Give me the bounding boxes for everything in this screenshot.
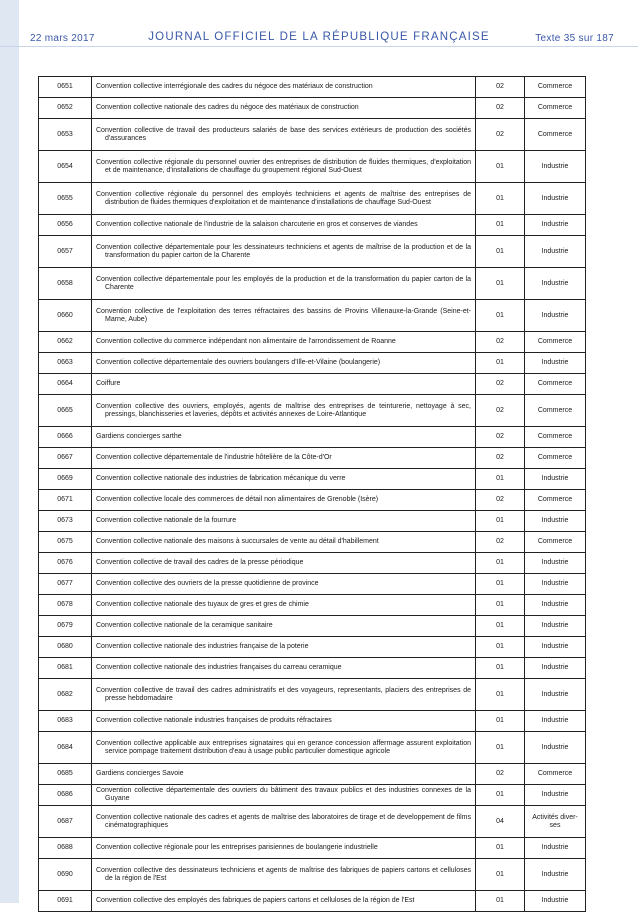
convention-title-cell	[92, 469, 476, 490]
publication-date: 22 mars 2017	[30, 33, 95, 44]
table-row	[39, 119, 586, 151]
idcc-code-cell: 0687	[39, 806, 92, 838]
sector-name-cell: Commerce	[525, 427, 586, 448]
sector-number-cell: 02	[476, 490, 525, 511]
table-row	[39, 395, 586, 427]
sector-number-cell: 02	[476, 374, 525, 395]
sector-name-cell: Activités diver-ses	[525, 806, 586, 838]
sector-number-cell: 01	[476, 553, 525, 574]
sector-number-cell: 01	[476, 859, 525, 891]
table-row	[39, 574, 586, 595]
page-header	[0, 0, 638, 47]
convention-title-cell	[92, 732, 476, 764]
convention-title-cell	[92, 637, 476, 658]
convention-title-text: Convention collective de travail des producteurs salariés de base des services extérieurs de production des sociétés d'assurances	[96, 126, 471, 142]
table-row	[39, 711, 586, 732]
table-row	[39, 332, 586, 353]
convention-title-text: Convention collective des ouvriers de la presse quotidienne de province	[96, 580, 319, 587]
sector-number-cell: 01	[476, 353, 525, 374]
sector-number-cell: 01	[476, 511, 525, 532]
sector-name-cell: Industrie	[525, 711, 586, 732]
sector-number-cell: 02	[476, 532, 525, 553]
sector-number-cell: 01	[476, 300, 525, 332]
idcc-code-cell: 0673	[39, 511, 92, 532]
sector-number-cell: 01	[476, 785, 525, 806]
table-row	[39, 679, 586, 711]
sector-name-cell: Industrie	[525, 553, 586, 574]
idcc-code-cell: 0657	[39, 236, 92, 268]
convention-title-cell	[92, 532, 476, 553]
convention-title-cell	[92, 448, 476, 469]
sector-number-cell: 01	[476, 595, 525, 616]
idcc-code-cell: 0653	[39, 119, 92, 151]
convention-title-cell	[92, 427, 476, 448]
table-row	[39, 785, 586, 806]
convention-title-cell	[92, 616, 476, 637]
convention-title-cell	[92, 151, 476, 183]
idcc-code-cell: 0682	[39, 679, 92, 711]
sector-name-cell: Industrie	[525, 595, 586, 616]
convention-title-text: Convention collective départementale pour les employés de la production et de la transformation du papier carton de la Charente	[96, 275, 471, 291]
idcc-code-cell: 0671	[39, 490, 92, 511]
table-row	[39, 98, 586, 119]
convention-title-text: Convention collective des ouvriers, employés, agents de maîtrise des entreprises de teinturerie, nettoyage à sec, pressings, blanchisseries et laveries, dépôts et activités annexes de Loire-Atlantique	[96, 402, 471, 418]
convention-title-cell	[92, 711, 476, 732]
sector-number-cell: 02	[476, 448, 525, 469]
table-row	[39, 427, 586, 448]
table-row	[39, 236, 586, 268]
sector-number-cell: 01	[476, 574, 525, 595]
sector-name-cell: Commerce	[525, 764, 586, 785]
table-row	[39, 151, 586, 183]
idcc-code-cell: 0677	[39, 574, 92, 595]
convention-title-cell	[92, 511, 476, 532]
sector-number-cell: 02	[476, 764, 525, 785]
table-row	[39, 183, 586, 215]
convention-title-text: Convention collective de travail des cadres administratifs et des voyageurs, representants, placiers des entreprises de presse hebdomadaire	[96, 686, 471, 702]
table-row	[39, 374, 586, 395]
sector-number-cell: 01	[476, 732, 525, 764]
convention-title-text: Coiffure	[96, 380, 121, 387]
sector-number-cell: 01	[476, 616, 525, 637]
table-row	[39, 469, 586, 490]
convention-title-cell	[92, 490, 476, 511]
sector-number-cell: 01	[476, 637, 525, 658]
table-row	[39, 859, 586, 891]
sector-number-cell: 02	[476, 98, 525, 119]
sector-name-cell: Commerce	[525, 448, 586, 469]
idcc-code-cell: 0660	[39, 300, 92, 332]
idcc-code-cell: 0669	[39, 469, 92, 490]
sector-number-cell: 01	[476, 711, 525, 732]
idcc-code-cell: 0676	[39, 553, 92, 574]
idcc-code-cell: 0678	[39, 595, 92, 616]
idcc-code-cell: 0652	[39, 98, 92, 119]
convention-title-text: Convention collective nationale de la fourrure	[96, 517, 237, 524]
convention-title-text: Convention collective nationale des maisons à succursales de vente au détail d'habillement	[96, 538, 379, 545]
idcc-code-cell: 0666	[39, 427, 92, 448]
idcc-code-cell: 0664	[39, 374, 92, 395]
table-row	[39, 448, 586, 469]
idcc-code-cell: 0656	[39, 215, 92, 236]
idcc-code-cell: 0684	[39, 732, 92, 764]
sector-number-cell: 02	[476, 77, 525, 98]
idcc-code-cell: 0688	[39, 838, 92, 859]
sector-name-cell: Industrie	[525, 616, 586, 637]
convention-title-cell	[92, 764, 476, 785]
sector-name-cell: Industrie	[525, 859, 586, 891]
sector-name-cell: Industrie	[525, 732, 586, 764]
idcc-code-cell: 0686	[39, 785, 92, 806]
table-row	[39, 732, 586, 764]
table-row	[39, 490, 586, 511]
table-row	[39, 553, 586, 574]
idcc-code-cell: 0651	[39, 77, 92, 98]
sector-name-cell: Commerce	[525, 395, 586, 427]
idcc-code-cell: 0662	[39, 332, 92, 353]
text-counter: Texte 35 sur 187	[535, 33, 614, 44]
conventions-table	[38, 76, 586, 912]
table-row	[39, 300, 586, 332]
convention-title-text: Convention collective nationale de la ceramique sanitaire	[96, 622, 273, 629]
convention-title-text: Convention collective locale des commerces de détail non alimentaires de Grenoble (Isère)	[96, 496, 379, 503]
idcc-code-cell: 0654	[39, 151, 92, 183]
convention-title-cell	[92, 98, 476, 119]
table-row	[39, 806, 586, 838]
idcc-code-cell: 0691	[39, 891, 92, 912]
convention-title-text: Convention collective de travail des cadres de la presse périodique	[96, 559, 304, 566]
sector-name-cell: Industrie	[525, 268, 586, 300]
sector-number-cell: 01	[476, 469, 525, 490]
convention-title-text: Convention collective régionale pour les entreprises parisiennes de boulangerie industrielle	[96, 844, 378, 851]
table-row	[39, 77, 586, 98]
sector-name-cell: Industrie	[525, 300, 586, 332]
table-row	[39, 215, 586, 236]
table-row	[39, 595, 586, 616]
sector-number-cell: 02	[476, 427, 525, 448]
table-row	[39, 532, 586, 553]
convention-title-cell	[92, 574, 476, 595]
convention-title-cell	[92, 77, 476, 98]
convention-title-cell	[92, 236, 476, 268]
convention-title-cell	[92, 658, 476, 679]
convention-title-cell	[92, 891, 476, 912]
sector-number-cell: 01	[476, 658, 525, 679]
convention-title-text: Convention collective départementale des ouvriers du bâtiment des travaux publics et des industries connexes de la Guyane	[96, 787, 471, 802]
convention-title-cell	[92, 806, 476, 838]
idcc-code-cell: 0655	[39, 183, 92, 215]
sector-name-cell: Industrie	[525, 574, 586, 595]
sector-name-cell: Industrie	[525, 151, 586, 183]
idcc-code-cell: 0690	[39, 859, 92, 891]
table-row	[39, 764, 586, 785]
table-row	[39, 353, 586, 374]
sector-name-cell: Commerce	[525, 490, 586, 511]
convention-title-text: Convention collective départementale de l'industrie hôtelière de la Côte-d'Or	[96, 454, 332, 461]
sector-name-cell: Industrie	[525, 891, 586, 912]
table-row	[39, 658, 586, 679]
convention-title-cell	[92, 838, 476, 859]
table-row	[39, 268, 586, 300]
sector-number-cell: 02	[476, 119, 525, 151]
convention-title-cell	[92, 268, 476, 300]
convention-title-text: Convention collective nationale des industries de fabrication mécanique du verre	[96, 475, 346, 482]
sector-name-cell: Industrie	[525, 511, 586, 532]
sector-name-cell: Industrie	[525, 236, 586, 268]
convention-title-text: Convention collective nationale des industries française de la poterie	[96, 643, 309, 650]
sector-number-cell: 01	[476, 236, 525, 268]
table-row	[39, 838, 586, 859]
convention-title-text: Convention collective nationale industries françaises de produits réfractaires	[96, 717, 332, 724]
convention-title-text: Convention collective interrégionale des cadres du négoce des matériaux de construction	[96, 83, 373, 90]
sector-name-cell: Industrie	[525, 353, 586, 374]
sector-number-cell: 01	[476, 268, 525, 300]
journal-title: JOURNAL OFFICIEL DE LA RÉPUBLIQUE FRANÇAISE	[148, 31, 490, 43]
sector-name-cell: Industrie	[525, 838, 586, 859]
convention-title-cell	[92, 785, 476, 806]
convention-title-text: Convention collective régionale du personnel ouvrier des entreprises de distribution de fluides thermiques, d'exploitation et de maintenance, d'installations de chauffage du groupement régional Sud-Ouest	[96, 158, 471, 174]
sector-number-cell: 02	[476, 395, 525, 427]
idcc-code-cell: 0658	[39, 268, 92, 300]
sector-name-cell: Industrie	[525, 183, 586, 215]
sector-name-cell: Commerce	[525, 77, 586, 98]
idcc-code-cell: 0667	[39, 448, 92, 469]
sector-name-cell: Industrie	[525, 637, 586, 658]
sector-number-cell: 01	[476, 891, 525, 912]
convention-title-text: Convention collective nationale des cadres du négoce des matériaux de construction	[96, 104, 359, 111]
idcc-code-cell: 0681	[39, 658, 92, 679]
convention-title-text: Convention collective des employés des fabriques de papiers cartons et celluloses de la région de l'Est	[96, 897, 415, 904]
convention-title-cell	[92, 595, 476, 616]
convention-title-cell	[92, 119, 476, 151]
idcc-code-cell: 0680	[39, 637, 92, 658]
idcc-code-cell: 0663	[39, 353, 92, 374]
sector-name-cell: Commerce	[525, 119, 586, 151]
table-row	[39, 637, 586, 658]
sector-number-cell: 01	[476, 183, 525, 215]
convention-title-text: Gardiens concierges sarthe	[96, 433, 182, 440]
convention-title-cell	[92, 215, 476, 236]
table-row	[39, 891, 586, 912]
convention-title-text: Convention collective des dessinateurs techniciens et agents de maîtrise des fabriques de papiers cartons et celluloses de la région de l'Est	[96, 866, 471, 882]
idcc-code-cell: 0675	[39, 532, 92, 553]
table-row	[39, 511, 586, 532]
convention-title-cell	[92, 679, 476, 711]
convention-title-text: Convention collective du commerce indépendant non alimentaire de l'arrondissement de Roanne	[96, 338, 396, 345]
convention-title-text: Convention collective nationale des cadres et agents de maîtrise des laboratoires de tirage et de developpement de films cinématographiques	[96, 813, 471, 829]
sector-number-cell: 04	[476, 806, 525, 838]
convention-title-cell	[92, 553, 476, 574]
sector-name-cell: Industrie	[525, 658, 586, 679]
sector-number-cell: 01	[476, 151, 525, 183]
convention-title-text: Convention collective nationale de l'industrie de la salaison charcuterie en gros et conserves de viandes	[96, 221, 418, 228]
convention-title-text: Convention collective départementale des ouvriers boulangers d'Ille-et-Vilaine (boulangerie)	[96, 359, 381, 366]
convention-title-cell	[92, 183, 476, 215]
convention-title-cell	[92, 859, 476, 891]
convention-title-text: Convention collective départementale pour les dessinateurs techniciens et agents de maîtrise de la production et de la transformation du papier carton de la Charente	[96, 243, 471, 259]
convention-title-cell	[92, 353, 476, 374]
idcc-code-cell: 0683	[39, 711, 92, 732]
convention-title-cell	[92, 300, 476, 332]
sector-name-cell: Commerce	[525, 374, 586, 395]
idcc-code-cell: 0665	[39, 395, 92, 427]
convention-title-text: Convention collective nationale des tuyaux de gres et gres de chimie	[96, 601, 309, 608]
convention-title-cell	[92, 374, 476, 395]
sector-name-cell: Commerce	[525, 532, 586, 553]
sector-number-cell: 01	[476, 679, 525, 711]
convention-title-text: Convention collective régionale du personnel des employés techniciens et agents de maîtrise des entreprises de distribution de fluides thermiques d'exploitation et de maintenance d'installations de chauffage Sud-Ouest	[96, 190, 471, 206]
sector-name-cell: Commerce	[525, 98, 586, 119]
sector-name-cell: Industrie	[525, 215, 586, 236]
idcc-code-cell: 0685	[39, 764, 92, 785]
convention-title-text: Convention collective de l'exploitation des terres réfractaires des bassins de Provins Villenauxe-la-Grande (Seine-et-Marne, Aube)	[96, 307, 471, 323]
sector-name-cell: Industrie	[525, 679, 586, 711]
convention-title-text: Convention collective applicable aux entreprises signataires qui en gerance concession affermage assurent exploitation service pompage traitement distribution d'eau à usage public particulier domestique agricole	[96, 739, 471, 755]
convention-title-text: Gardiens concierges Savoie	[96, 770, 184, 777]
idcc-code-cell: 0679	[39, 616, 92, 637]
sector-name-cell: Industrie	[525, 469, 586, 490]
side-margin-strip	[0, 0, 19, 903]
sector-number-cell: 01	[476, 215, 525, 236]
convention-title-cell	[92, 395, 476, 427]
table-row	[39, 616, 586, 637]
sector-name-cell: Industrie	[525, 785, 586, 806]
sector-number-cell: 01	[476, 838, 525, 859]
convention-title-text: Convention collective nationale des industries françaises du carreau ceramique	[96, 664, 342, 671]
convention-title-cell	[92, 332, 476, 353]
sector-name-cell: Commerce	[525, 332, 586, 353]
sector-number-cell: 02	[476, 332, 525, 353]
